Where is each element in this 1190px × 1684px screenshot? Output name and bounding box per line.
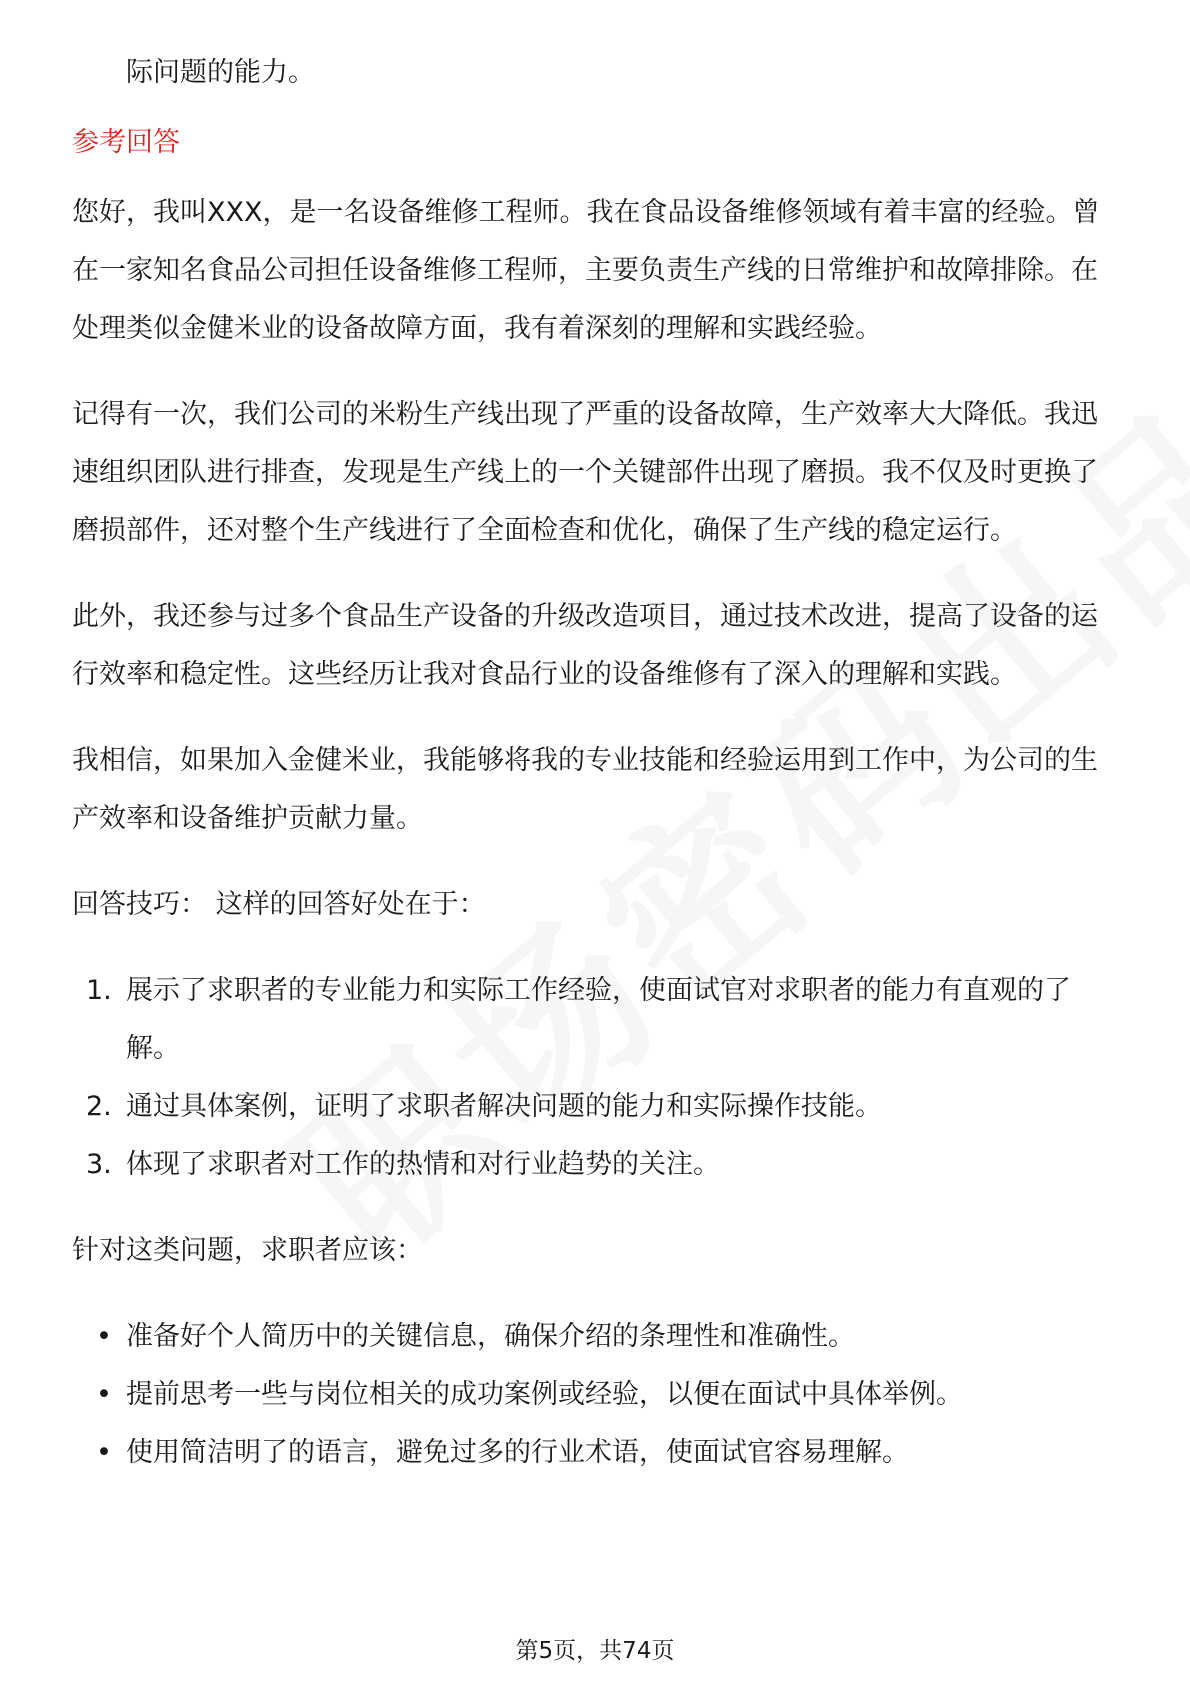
list-item — [72, 1078, 1122, 1136]
answer-paragraph: 我相信，如果加入金健米业，我能够将我的专业技能和经验运用到工作中，为公司的生产效率和设备维护贡献力量。 — [72, 745, 1098, 834]
list-number: 1. — [86, 975, 112, 1006]
list-item — [72, 962, 1122, 1078]
page-number: 第5页，共74页 — [515, 1638, 675, 1664]
list-item — [72, 1308, 1122, 1366]
answer-paragraph: 您好，我叫XXX，是一名设备维修工程师。我在食品设备维修领域有着丰富的经验。曾在一家知名食品公司担任设备维修工程师，主要负责生产线的日常维护和故障排除。在处理类似金健米业的设备故障方面，我有着深刻的理解和实践经验。 — [72, 197, 1100, 344]
list-item-text: 提前思考一些与岗位相关的成功案例或经验，以便在面试中具体举例。 — [126, 1379, 963, 1410]
bullet-icon: • — [96, 1437, 112, 1468]
answer-paragraph: 记得有一次，我们公司的米粉生产线出现了严重的设备故障，生产效率大大降低。我迅速组织团队进行排查，发现是生产线上的一个关键部件出现了磨损。我不仅及时更换了磨损部件，还对整个生产线进行了全面检查和优化，确保了生产线的稳定运行。 — [72, 399, 1098, 546]
answer-paragraph: 此外，我还参与过多个食品生产设备的升级改造项目，通过技术改进，提高了设备的运行效率和稳定性。这些经历让我对食品行业的设备维修有了深入的理解和实践。 — [72, 601, 1098, 690]
list-number: 3. — [86, 1149, 112, 1180]
list-item — [72, 1366, 1122, 1424]
list-item-text: 展示了求职者的专业能力和实际工作经验，使面试官对求职者的能力有直观的了解。 — [126, 975, 1071, 1064]
list-item — [72, 1424, 1122, 1482]
advice-list — [72, 1308, 1122, 1482]
bullet-icon: • — [96, 1321, 112, 1352]
list-item-text: 通过具体案例，证明了求职者解决问题的能力和实际操作技能。 — [126, 1091, 882, 1122]
section-heading: 参考回答 — [72, 127, 180, 158]
list-number: 2. — [86, 1091, 112, 1122]
advice-intro: 针对这类问题，求职者应该： — [72, 1235, 423, 1266]
tips-intro: 回答技巧： 这样的回答好处在于： — [72, 889, 486, 920]
list-item — [72, 1136, 1122, 1194]
bullet-icon: • — [96, 1379, 112, 1410]
list-item-text: 使用简洁明了的语言，避免过多的行业术语，使面试官容易理解。 — [126, 1437, 909, 1468]
page-content — [72, 44, 1122, 1510]
list-item-text: 准备好个人简历中的关键信息，确保介绍的条理性和准确性。 — [126, 1321, 855, 1352]
list-item-text: 体现了求职者对工作的热情和对行业趋势的关注。 — [126, 1149, 720, 1180]
continued-text: 际问题的能力。 — [126, 57, 315, 88]
tips-list — [72, 962, 1122, 1194]
